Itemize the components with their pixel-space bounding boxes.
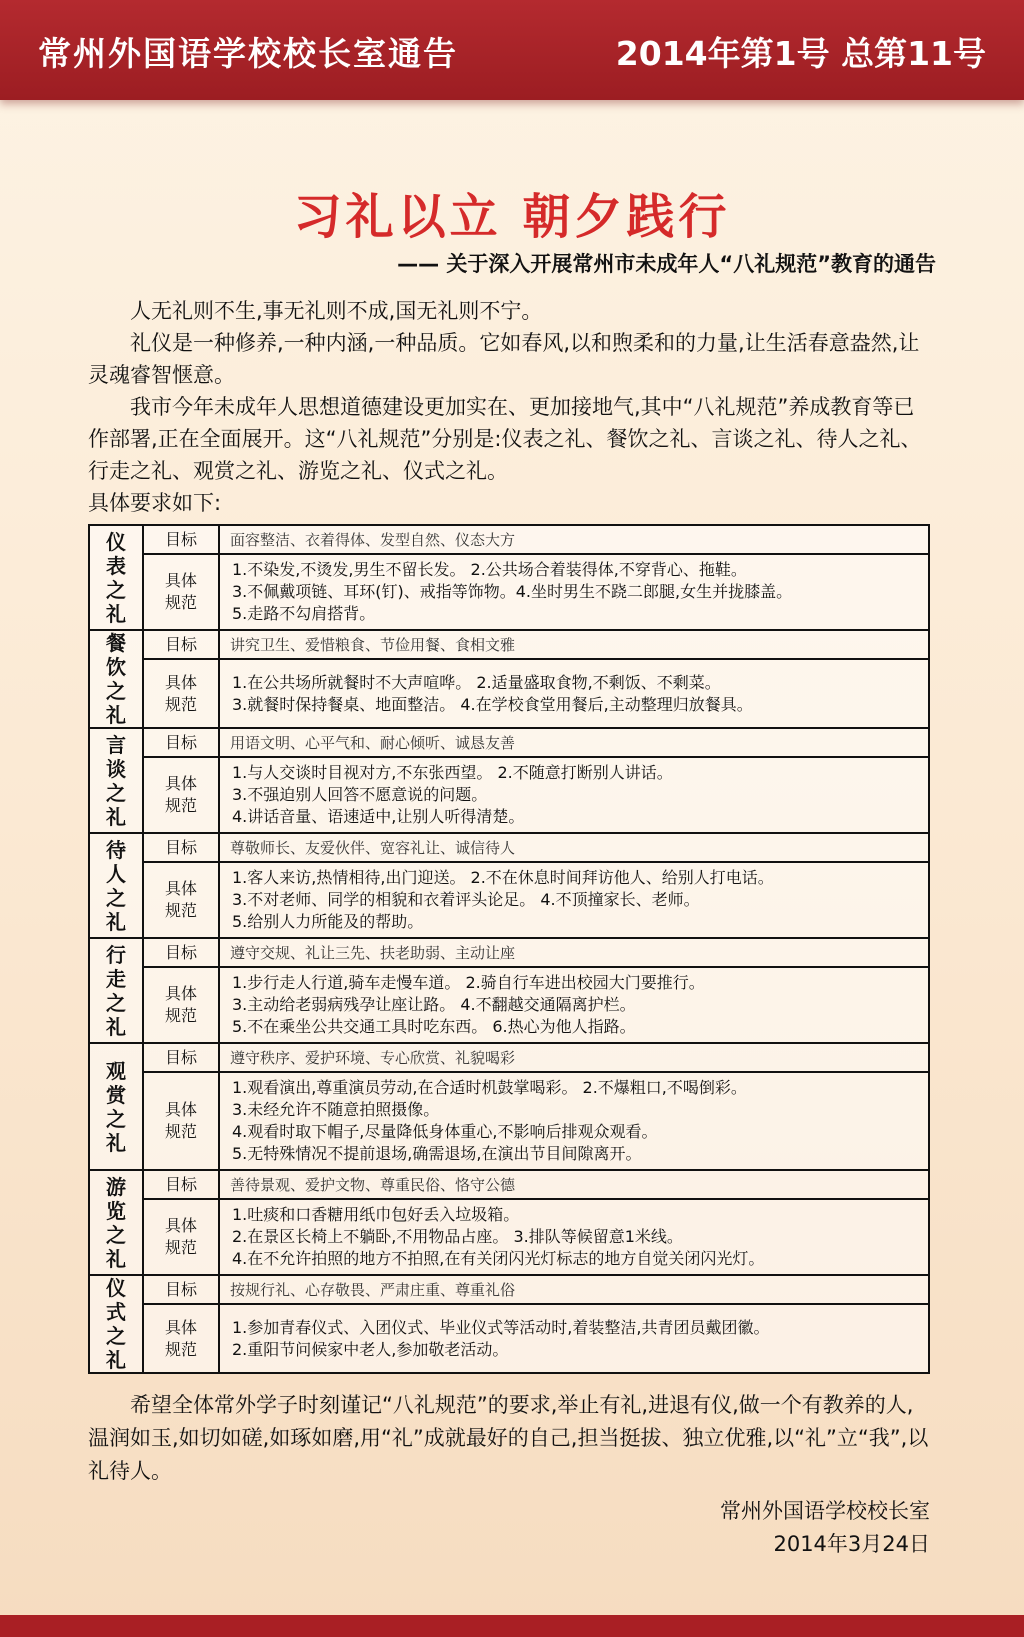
goal-label: 目标: [143, 833, 219, 862]
goal-text: 遵守秩序、爱护环境、专心欣赏、礼貌喝彩: [219, 1043, 929, 1072]
spec-cell: [219, 554, 929, 630]
spec-line: 1.不染发,不烫发,男生不留长发。 2.公共场合着装得体,不穿背心、拖鞋。: [232, 560, 747, 579]
spec-line: 3.就餐时保持餐桌、地面整洁。 4.在学校食堂用餐后,主动整理归放餐具。: [232, 694, 753, 714]
spec-line: 3.主动给老弱病残孕让座让路。 4.不翻越交通隔离护栏。: [232, 995, 636, 1014]
spec-line: 2.重阳节问候家中老人,参加敬老活动。: [232, 1339, 509, 1359]
table-row: [89, 757, 929, 833]
goal-label: 目标: [143, 1170, 219, 1199]
page-title: 习礼以立 朝夕践行: [293, 189, 731, 245]
table-row: [89, 728, 929, 757]
table-row: [89, 1199, 929, 1275]
spec-line: 1.吐痰和口香糖用纸巾包好丢入垃圾箱。: [232, 1205, 520, 1224]
spec-line: 1.步行走人行道,骑车走慢车道。 2.骑自行车进出校园大门要推行。: [232, 973, 705, 992]
header-bar: [0, 0, 1024, 100]
spec-line: 5.给别人力所能及的帮助。: [232, 912, 424, 931]
subtitle: —— 关于深入开展常州市未成年人“八礼规范”教育的通告: [397, 252, 936, 276]
goal-text: 善待景观、爱护文物、尊重民俗、恪守公德: [219, 1170, 929, 1199]
intro-text: [88, 295, 930, 519]
table-row: [89, 862, 929, 938]
spec-line: 2.在景区长椅上不躺卧,不用物品占座。 3.排队等候留意1米线。: [232, 1227, 683, 1246]
header-title: 常州外国语学校校长室通告: [38, 34, 458, 73]
spec-label: 具体 规范: [143, 967, 219, 1043]
spec-label: 具体 规范: [143, 1304, 219, 1373]
table-row: [89, 833, 929, 862]
spec-line: 4.观看时取下帽子,尽量降低身体重心,不影响后排观众观看。: [232, 1122, 658, 1141]
table-row: [89, 554, 929, 630]
footer-bar: [0, 1615, 1024, 1637]
intro-tail: 具体要求如下:: [88, 491, 222, 515]
table-row: [89, 1275, 929, 1304]
table-row: [89, 967, 929, 1043]
goal-text: 讲究卫生、爱惜粮食、节俭用餐、食相文雅: [219, 630, 929, 659]
spec-line: 3.未经允许不随意拍照摄像。: [232, 1100, 440, 1119]
category-name: 言 谈 之 礼: [89, 728, 143, 833]
spec-line: 4.在不允许拍照的地方不拍照,在有关闭闪光灯标志的地方自觉关闭闪光灯。: [232, 1249, 765, 1268]
goal-text: 用语文明、心平气和、耐心倾听、诚恳友善: [219, 728, 929, 757]
category-name: 行 走 之 礼: [89, 938, 143, 1043]
goal-text: 面容整洁、衣着得体、发型自然、仪态大方: [219, 525, 929, 554]
table-row: [89, 1304, 929, 1373]
spec-label: 具体 规范: [143, 862, 219, 938]
intro-paragraph: 我市今年未成年人思想道德建设更加实在、更加接地气,其中“八礼规范”养成教育等已作部署,正在全面展开。这“八礼规范”分别是:仪表之礼、餐饮之礼、言谈之礼、待人之礼、行走之礼、观赏之礼、游览之礼、仪式之礼。: [88, 395, 922, 483]
goal-text: 按规行礼、心存敬畏、严肃庄重、尊重礼俗: [219, 1275, 929, 1304]
spec-label: 具体 规范: [143, 1199, 219, 1275]
spec-cell: [219, 757, 929, 833]
signature-date: 2014年3月24日: [773, 1532, 930, 1556]
spec-cell: [219, 862, 929, 938]
table-row: [89, 1170, 929, 1199]
spec-line: 1.参加青春仪式、入团仪式、毕业仪式等活动时,着装整洁,共青团员戴团徽。: [232, 1317, 770, 1337]
spec-cell: [219, 1199, 929, 1275]
table-row: [89, 630, 929, 659]
closing-paragraph: 希望全体常外学子时刻谨记“八礼规范”的要求,举止有礼,进退有仪,做一个有教养的人,温润如玉,如切如磋,如琢如磨,用“礼”成就最好的自己,担当挺拔、独立优雅,以“礼”立“我”,以礼待人。: [88, 1393, 929, 1483]
spec-line: 3.不对老师、同学的相貌和衣着评头论足。 4.不顶撞家长、老师。: [232, 890, 700, 909]
rules-table: [88, 524, 930, 1374]
spec-line: 1.在公共场所就餐时不大声喧哗。 2.适量盛取食物,不剩饭、不剩菜。: [232, 672, 721, 692]
intro-paragraph: 礼仪是一种修养,一种内涵,一种品质。它如春风,以和煦柔和的力量,让生活春意盎然,让灵魂睿智惬意。: [88, 331, 920, 387]
spec-label: 具体 规范: [143, 659, 219, 728]
signature: [720, 1495, 930, 1561]
category-name: 待 人 之 礼: [89, 833, 143, 938]
table-row: [89, 938, 929, 967]
goal-text: 遵守交规、礼让三先、扶老助弱、主动让座: [219, 938, 929, 967]
issue-number: 2014年第1号 总第11号: [615, 34, 986, 73]
goal-text: 尊敬师长、友爱伙伴、宽容礼让、诚信待人: [219, 833, 929, 862]
spec-label: 具体 规范: [143, 757, 219, 833]
goal-label: 目标: [143, 525, 219, 554]
spec-line: 1.客人来访,热情相待,出门迎送。 2.不在休息时间拜访他人、给别人打电话。: [232, 868, 774, 887]
spec-line: 1.与人交谈时目视对方,不东张西望。 2.不随意打断别人讲话。: [232, 763, 673, 782]
goal-label: 目标: [143, 1275, 219, 1304]
spec-cell: [219, 1304, 929, 1373]
spec-line: 4.讲话音量、语速适中,让别人听得清楚。: [232, 807, 525, 826]
spec-line: 1.观看演出,尊重演员劳动,在合适时机鼓掌喝彩。 2.不爆粗口,不喝倒彩。: [232, 1078, 747, 1097]
spec-line: 3.不强迫别人回答不愿意说的问题。: [232, 785, 488, 804]
spec-cell: [219, 967, 929, 1043]
goal-label: 目标: [143, 728, 219, 757]
spec-label: 具体 规范: [143, 1072, 219, 1170]
goal-label: 目标: [143, 938, 219, 967]
table-row: [89, 659, 929, 728]
signature-org: 常州外国语学校校长室: [720, 1499, 930, 1523]
goal-label: 目标: [143, 630, 219, 659]
category-name: 游 览 之 礼: [89, 1170, 143, 1275]
spec-cell: [219, 1072, 929, 1170]
category-name: 观 赏 之 礼: [89, 1043, 143, 1170]
goal-label: 目标: [143, 1043, 219, 1072]
spec-line: 5.走路不勾肩搭背。: [232, 604, 376, 623]
table-row: [89, 525, 929, 554]
spec-label: 具体 规范: [143, 554, 219, 630]
intro-paragraph: 人无礼则不生,事无礼则不成,国无礼则不宁。: [130, 299, 543, 323]
closing-text: [88, 1389, 930, 1488]
table-row: [89, 1043, 929, 1072]
category-name: 餐 饮 之 礼: [89, 630, 143, 728]
spec-line: 5.不在乘坐公共交通工具时吃东西。 6.热心为他人指路。: [232, 1017, 636, 1036]
category-name: 仪 表 之 礼: [89, 525, 143, 630]
spec-line: 3.不佩戴项链、耳环(钉)、戒指等饰物。4.坐时男生不跷二郎腿,女生并拢膝盖。: [232, 582, 793, 601]
spec-line: 5.无特殊情况不提前退场,确需退场,在演出节目间隙离开。: [232, 1144, 642, 1163]
spec-cell: [219, 659, 929, 728]
table-row: [89, 1072, 929, 1170]
category-name: 仪 式 之 礼: [89, 1275, 143, 1373]
